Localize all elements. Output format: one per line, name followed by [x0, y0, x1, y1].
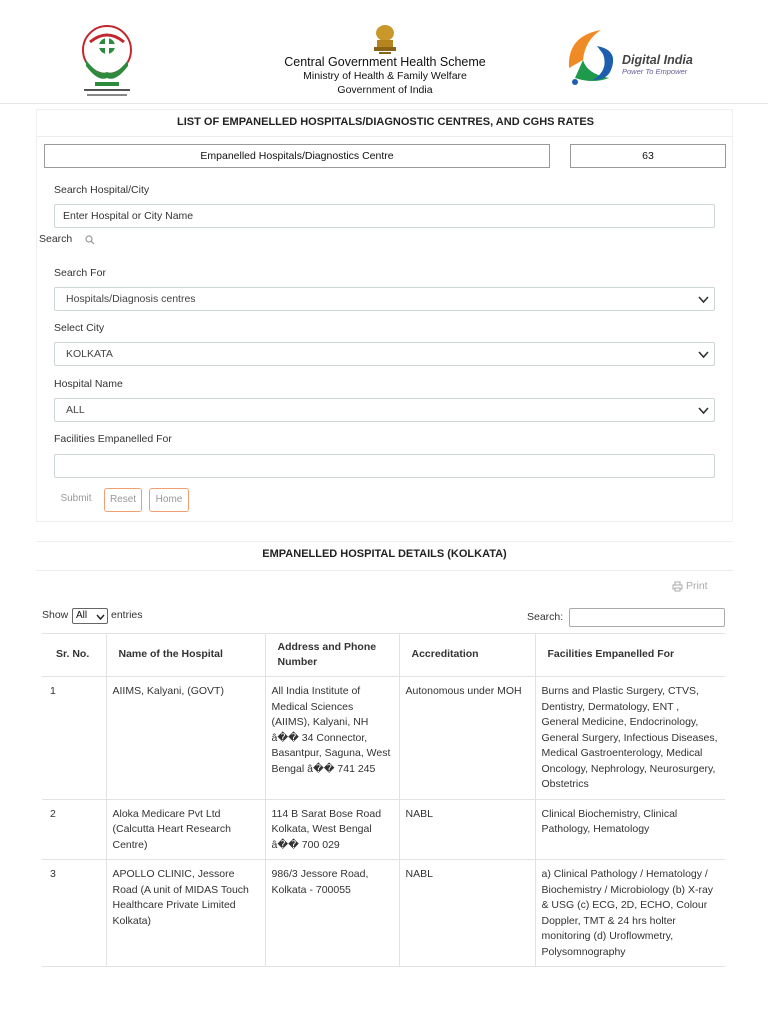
table-search-label: Search: [527, 611, 564, 623]
divider [36, 570, 733, 571]
table-row [42, 799, 725, 860]
chevron-down-icon [697, 348, 710, 361]
column-header-accreditation[interactable]: Accreditation [399, 634, 535, 677]
search-panel [36, 109, 733, 522]
ministry-name: Ministry of Health & Family Welfare [303, 70, 467, 82]
cell-hospital-name: Aloka Medicare Pvt Ltd (Calcutta Heart Research Centre) [106, 799, 265, 860]
cell-hospital-name: APOLLO CLINIC, Jessore Road (A unit of MIDAS Touch Healthcare Private Limited Kolkata) [106, 860, 265, 967]
site-header [0, 0, 768, 104]
table-row [42, 860, 725, 967]
column-header-address[interactable]: Address and Phone Number [265, 634, 399, 677]
cell-sr-no: 2 [42, 799, 106, 860]
table-header-row [42, 634, 725, 677]
entries-select-value: All [76, 610, 88, 621]
page-title: Central Government Health Scheme [284, 55, 486, 69]
chevron-down-icon [697, 293, 710, 306]
city-select[interactable] [54, 342, 715, 366]
table-row [42, 677, 725, 800]
search-for-value: Hospitals/Diagnosis centres [66, 293, 196, 305]
entries-label: entries [111, 609, 143, 621]
hospital-name-select[interactable] [54, 398, 715, 422]
show-label: Show [42, 609, 69, 621]
facilities-input[interactable] [54, 454, 715, 478]
digital-india-title: Digital India [622, 53, 693, 67]
hospital-name-value: ALL [66, 404, 85, 416]
printer-icon[interactable] [672, 581, 683, 592]
national-emblem-icon [370, 24, 400, 56]
chevron-down-icon [96, 612, 105, 621]
facilities-label: Facilities Empanelled For [54, 433, 172, 445]
cell-address: All India Institute of Medical Sciences (AIIMS), Kalyani, NH â�� 34 Connector, Basantpur, Saguna, West Bengal â�� 741 245 [265, 677, 399, 800]
count-value: 63 [570, 144, 726, 168]
cell-address: 114 B Sarat Bose Road Kolkata, West Bengal â�� 700 029 [265, 799, 399, 860]
submit-button[interactable]: Submit [60, 493, 92, 504]
column-header-name[interactable]: Name of the Hospital [106, 634, 265, 677]
city-value: KOLKATA [66, 348, 113, 360]
search-icon[interactable] [85, 235, 95, 245]
count-label: Empanelled Hospitals/Diagnostics Centre [44, 144, 550, 168]
column-header-sr-no[interactable]: Sr. No. [42, 634, 106, 677]
search-hospital-label: Search Hospital/City [54, 184, 150, 196]
cell-accreditation: Autonomous under MOH [399, 677, 535, 800]
cghs-logo [78, 24, 136, 100]
cell-accreditation: NABL [399, 799, 535, 860]
cell-facilities: a) Clinical Pathology / Hematology / Biochemistry / Microbiology (b) X-ray & USG (c) ECG, 2D, ECHO, Colour Doppler, TMT & 24 hrs holter monitoring (d) Uroflowmetry, Polysomnography [535, 860, 725, 967]
cell-accreditation: NABL [399, 860, 535, 967]
digital-india-tagline: Power To Empower [622, 67, 688, 76]
print-button[interactable]: Print [686, 580, 708, 592]
hospital-table [42, 633, 725, 967]
cell-facilities: Clinical Biochemistry, Clinical Pathology, Hematology [535, 799, 725, 860]
search-input-placeholder: Enter Hospital or City Name [63, 210, 194, 222]
details-panel [36, 541, 733, 1001]
home-button[interactable]: Home [149, 488, 189, 512]
government-name: Government of India [337, 84, 433, 96]
column-header-facilities[interactable]: Facilities Empanelled For [535, 634, 725, 677]
search-panel-title: LIST OF EMPANELLED HOSPITALS/DIAGNOSTIC CENTRES, AND CGHS RATES [177, 116, 594, 128]
search-link[interactable]: Search [39, 233, 73, 245]
cell-address: 986/3 Jessore Road, Kolkata - 700055 [265, 860, 399, 967]
table-search-input[interactable] [569, 608, 725, 627]
reset-button[interactable]: Reset [104, 488, 142, 512]
cell-sr-no: 1 [42, 677, 106, 800]
chevron-down-icon [697, 404, 710, 417]
cell-facilities: Burns and Plastic Surgery, CTVS, Dentistry, Dermatology, ENT , General Medicine, Endocrinology, General Surgery, Infectious Diseases, Medical Gastroenterology, Medical Oncology, Nephrology, Neurosurgery, Obstetrics [535, 677, 725, 800]
search-input[interactable] [54, 204, 715, 228]
city-label: Select City [54, 322, 105, 334]
hospital-name-label: Hospital Name [54, 378, 123, 390]
search-for-label: Search For [54, 267, 106, 279]
cell-sr-no: 3 [42, 860, 106, 967]
cell-hospital-name: AIIMS, Kalyani, (GOVT) [106, 677, 265, 800]
search-for-select[interactable] [54, 287, 715, 311]
entries-select[interactable] [72, 608, 108, 624]
divider [37, 136, 732, 137]
details-panel-title: EMPANELLED HOSPITAL DETAILS (KOLKATA) [262, 548, 507, 560]
